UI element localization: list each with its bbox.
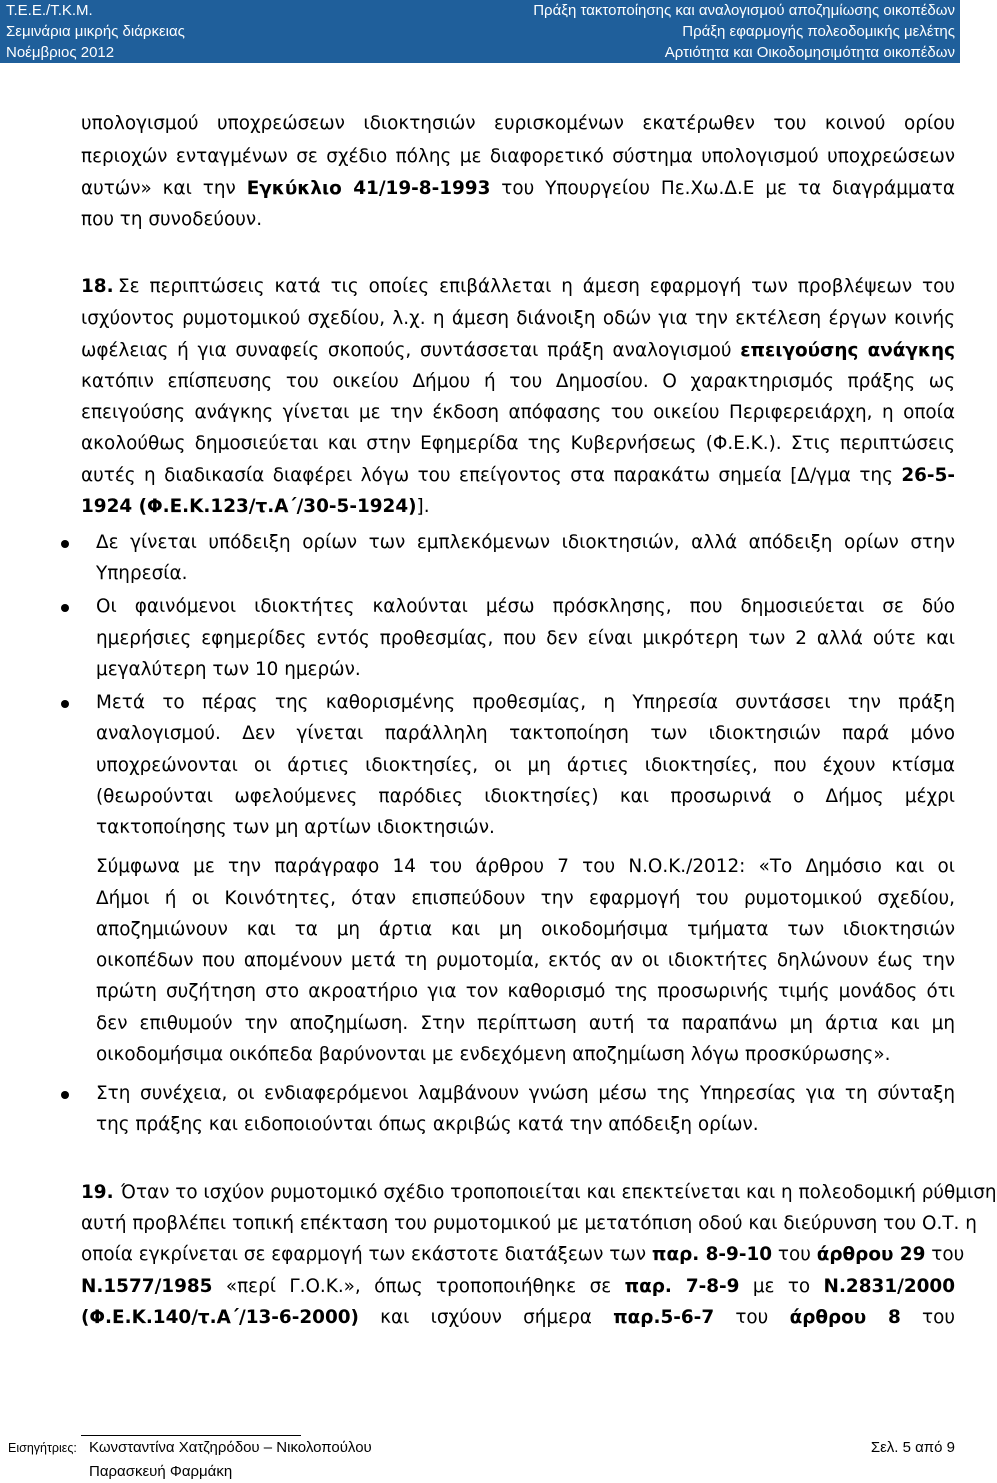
page-number: Σελ. 5 από 9 — [870, 1439, 955, 1456]
text-line: ισχύοντος ρυμοτομικού σχεδίου, λ.χ. η άμεση διάνοιξη οδών για την εκτέλεση έργων κοινής — [81, 308, 955, 329]
footer-rule — [81, 1435, 301, 1436]
text-line: ημερήσιες εφημερίδες εντός προθεσμίας, που δεν είναι μικρότερη των 2 αλλά ούτε και — [96, 628, 955, 649]
text-line: τακτοποίησης των μη αρτίων ιδιοκτησιών. — [96, 817, 495, 838]
text-line: Οι φαινόμενοι ιδιοκτήτες καλούνται μέσω πρόσκλησης, που δημοσιεύεται σε δύο — [96, 596, 955, 617]
text-line: δεν επιθυμούν την αποζημίωση. Στην περίπτωση αυτή τα παραπάνω μη άρτια και μη — [96, 1013, 955, 1034]
text-line: αυτών» και την Εγκύκλιο 41/19-8-1993 του Υπουργείου Πε.Χω.Δ.Ε με τα διαγράμματα — [81, 178, 955, 199]
text-line: οποία εγκρίνεται σε εφαρμογή των εκάστοτε διατάξεων των παρ. 8-9-10 του άρθρου 29 του — [81, 1244, 965, 1265]
text-line: (θεωρούνται ωφελούμενες παρόδιες ιδιοκτησίες) και προσωρινά ο Δήμος μέχρι — [96, 786, 955, 807]
bullet-icon — [61, 604, 69, 612]
header-right — [533, 0, 955, 63]
section-number: 19. — [81, 1182, 114, 1203]
bullet-icon — [61, 700, 69, 708]
text-line: ακολούθως δημοσιεύεται και στην Εφημερίδα της Κυβερνήσεως (Φ.Ε.Κ.). Στις περιπτώσεις — [81, 433, 955, 454]
text-line: υπολογισμού υποχρεώσεων ιδιοκτησιών ευρισκομένων εκατέρωθεν του κοινού ορίου — [81, 113, 955, 134]
header-seminar: Σεμινάρια μικρής διάρκειας — [6, 23, 185, 40]
text-line: Δήμοι ή οι Κοινότητες, όταν επισπεύδουν την εφαρμογή του ρυμοτομικού σχεδίου, — [96, 888, 955, 909]
text-line: ωφέλειας ή για συναφείς σκοπούς, συντάσσεται πράξη αναλογισμού επειγούσης ανάγκης — [81, 340, 955, 361]
text-line: 1924 (Φ.Ε.Κ.123/τ.Α΄/30-5-1924)]. — [81, 496, 430, 517]
footer-author-1: Κωνσταντίνα Χατζηρόδου – Νικολοπούλου — [89, 1439, 372, 1456]
text-line: που τη συνοδεύουν. — [81, 209, 263, 230]
page-header — [0, 0, 960, 63]
text-line: αποζημιώνουν και τα μη άρτια και μη οικοδομήσιμα τμήματα των ιδιοκτησιών — [96, 919, 955, 940]
text-line: Ν.1577/1985 «περί Γ.Ο.Κ.», όπως τροποποιήθηκε σε παρ. 7-8-9 με το Ν.2831/2000 — [81, 1276, 956, 1297]
bullet-icon — [61, 1091, 69, 1099]
text-line: Δε γίνεται υπόδειξη ορίων των εμπλεκόμενων ιδιοκτησιών, αλλά απόδειξη ορίων στην — [96, 532, 955, 553]
header-date: Νοέμβριος 2012 — [6, 44, 115, 61]
text-line: αναλογισμού. Δεν γίνεται παράλληλη τακτοποίηση των ιδιοκτησιών παρά μόνο — [96, 723, 955, 744]
header-topic-3: Αρτιότητα και Οικοδομησιμότητα οικοπέδων — [664, 44, 955, 61]
header-org: Τ.Ε.Ε./Τ.Κ.Μ. — [6, 2, 93, 19]
text-line: μεγαλύτερη των 10 ημερών. — [96, 659, 361, 680]
text-line: Μετά το πέρας της καθορισμένης προθεσμίας, η Υπηρεσία συντάσσει την πράξη — [96, 692, 955, 713]
text-line: αυτές η διαδικασία διαφέρει λόγω του επείγοντος στα παρακάτω σημεία [Δ/γμα της 26-5- — [81, 465, 955, 486]
text-line: Σύμφωνα με την παράγραφο 14 του άρθρου 7 του Ν.Ο.Κ./2012: «Το Δημόσιο και οι — [96, 856, 955, 877]
text-line: Στη συνέχεια, οι ενδιαφερόμενοι λαμβάνουν γνώση μέσω της Υπηρεσίας για τη σύνταξη — [96, 1083, 955, 1104]
header-left — [6, 0, 185, 63]
text-line: Όταν το ισχύον ρυμοτομικό σχέδιο τροποποιείται και επεκτείνεται και η πολεοδομική ρύθμιση — [121, 1182, 997, 1203]
text-line: πρώτη συζήτηση στο ακροατήριο για τον καθορισμό της προσωρινής τιμής μονάδος ότι — [96, 981, 955, 1002]
header-topic-1: Πράξη τακτοποίησης και αναλογισμού αποζημίωσης οικοπέδων — [533, 2, 955, 19]
text-line: (Φ.Ε.Κ.140/τ.Α΄/13-6-2000) και ισχύουν σήμερα παρ.5-6-7 του άρθρου 8 του — [81, 1307, 955, 1328]
text-line: επειγούσης ανάγκης γίνεται με την έκδοση απόφασης του οικείου Περιφερειάρχη, η οποία — [81, 402, 955, 423]
text-line: οικοδομήσιμα οικόπεδα βαρύνονται με ενδεχόμενη αποζημίωση λόγω προσκύρωσης». — [96, 1044, 891, 1065]
text-line: υποχρεώνονται οι άρτιες ιδιοκτησίες, οι μη άρτιες ιδιοκτησίες, που έχουν κτίσμα — [96, 755, 955, 776]
footer-label: Εισηγήτριες: — [8, 1441, 77, 1455]
text-line: της πράξης και ειδοποιούνται όπως ακριβώς κατά την απόδειξη ορίων. — [96, 1114, 759, 1135]
text-line: Σε περιπτώσεις κατά τις οποίες επιβάλλεται η άμεση εφαρμογή των προβλέψεων του — [118, 276, 955, 297]
footer-author-2: Παρασκευή Φαρμάκη — [89, 1463, 233, 1480]
section-number: 18. — [81, 276, 114, 297]
text-line: Υπηρεσία. — [96, 563, 188, 584]
bullet-icon — [61, 540, 69, 548]
text-line: οικοπέδων που απομένουν μετά τη ρυμοτομία, εκτός αν οι ιδιοκτήτες δηλώνουν έως την — [96, 950, 955, 971]
text-line: αυτή προβλέπει τοπική επέκταση του ρυμοτομικού με μετατόπιση οδού και διεύρυνση του Ο.Τ. η — [81, 1213, 977, 1234]
header-topic-2: Πράξη εφαρμογής πολεοδομικής μελέτης — [682, 23, 955, 40]
text-line: περιοχών ενταγμένων σε σχέδιο πόλης με διαφορετικό σύστημα υπολογισμού υποχρεώσεων — [81, 146, 955, 167]
text-line: κατόπιν επίσπευσης του οικείου Δήμου ή του Δημοσίου. Ο χαρακτηρισμός πράξης ως — [81, 371, 955, 392]
